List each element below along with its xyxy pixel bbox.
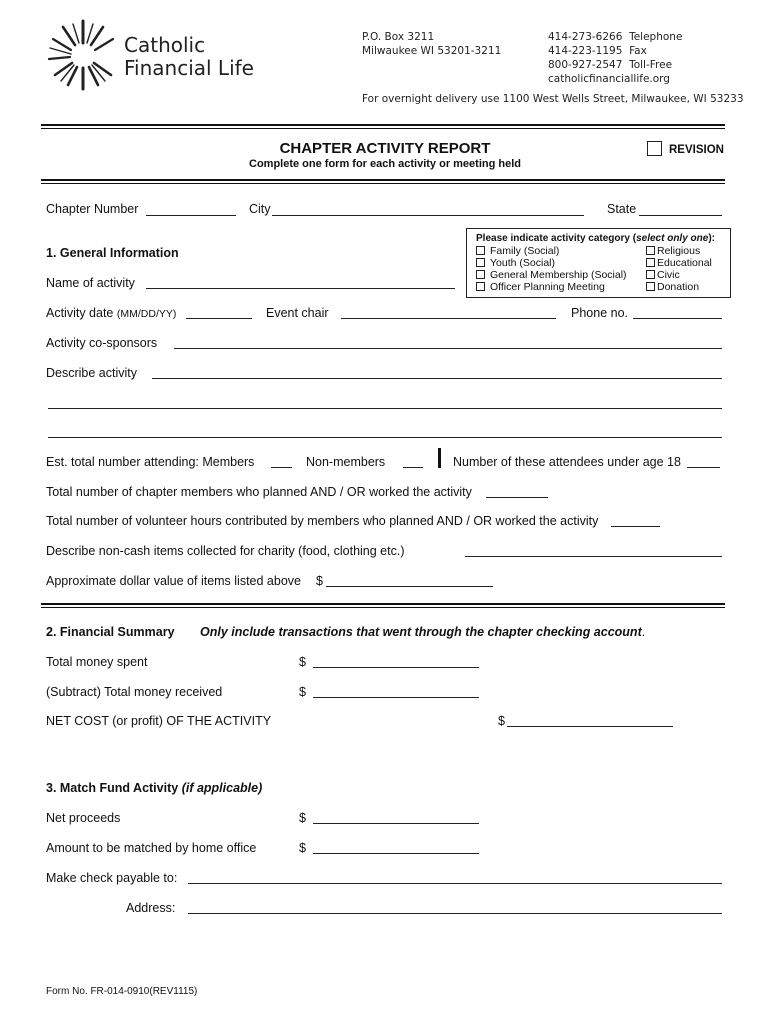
planned-members-field[interactable]: [486, 497, 548, 498]
mailing-address: [362, 30, 501, 58]
event-chair-label: Event chair: [266, 306, 329, 320]
dollar-value-label: Approximate dollar value of items listed above: [46, 574, 301, 588]
revision-checkbox[interactable]: [647, 141, 662, 156]
describe-activity-field-1[interactable]: [152, 378, 722, 379]
logo: [46, 18, 254, 96]
event-chair-field[interactable]: [341, 318, 556, 319]
state-label: State: [607, 202, 637, 216]
section-rule-thin: [41, 607, 725, 608]
checkbox-icon: [476, 282, 485, 291]
money-spent-field[interactable]: [313, 667, 479, 668]
website: catholicfinanciallife.org: [548, 73, 670, 85]
overnight-delivery-note: For overnight delivery use 1100 West Wells Street, Milwaukee, WI 53233: [362, 93, 744, 105]
activity-name-label: Name of activity: [46, 276, 135, 290]
category-option-youth[interactable]: Youth (Social): [476, 257, 627, 269]
cosponsors-label: Activity co-sponsors: [46, 336, 158, 350]
toll-free-number: 800-927-2547: [548, 59, 623, 71]
separator-bar: [438, 448, 441, 468]
checkbox-icon: [476, 258, 485, 267]
category-option-family[interactable]: Family (Social): [476, 245, 627, 257]
activity-category-box: [466, 228, 731, 298]
address-line2: Milwaukee WI 53201-3211: [362, 45, 502, 57]
category-option-educational[interactable]: Educational: [646, 257, 712, 269]
cosponsors-field[interactable]: [174, 348, 722, 349]
volunteer-hours-field[interactable]: [611, 526, 660, 527]
fax-number: 414-223-1195: [548, 45, 623, 57]
payable-to-field[interactable]: [188, 883, 722, 884]
noncash-items-label: Describe non-cash items collected for charity (food, clothing etc.): [46, 544, 405, 558]
money-received-field[interactable]: [313, 697, 479, 698]
checkbox-icon: [476, 270, 485, 279]
address-label: Address:: [126, 901, 176, 915]
noncash-items-field[interactable]: [465, 556, 722, 557]
net-proceeds-label: Net proceeds: [46, 811, 121, 825]
title-rule: [41, 179, 725, 181]
net-proceeds-field[interactable]: [313, 823, 479, 824]
financial-note: Only include transactions that went through the chapter checking account.: [200, 625, 646, 639]
logo-text-line1: Catholic: [124, 33, 206, 57]
under18-field[interactable]: [687, 467, 720, 468]
telephone-number: 414-273-6266: [548, 31, 623, 43]
activity-date-label: Activity date (MM/DD/YY): [46, 306, 177, 320]
state-field[interactable]: [639, 215, 722, 216]
volunteer-hours-label: Total number of volunteer hours contributed by members who planned AND / OR worked the activity: [46, 514, 599, 528]
planned-members-label: Total number of chapter members who planned AND / OR worked the activity: [46, 485, 472, 499]
describe-activity-field-3[interactable]: [48, 437, 722, 438]
describe-activity-field-2[interactable]: [48, 408, 722, 409]
attending-members-field[interactable]: [271, 467, 292, 468]
activity-date-field[interactable]: [186, 318, 252, 319]
title-rule-thin: [41, 183, 725, 184]
money-spent-label: Total money spent: [46, 655, 148, 669]
top-rule: [41, 124, 725, 126]
activity-name-field[interactable]: [146, 288, 455, 289]
net-cost-label: NET COST (or profit) OF THE ACTIVITY: [46, 714, 272, 728]
nonmembers-label: Non-members: [306, 455, 386, 469]
payable-to-label: Make check payable to:: [46, 871, 178, 885]
checkbox-icon: [476, 246, 485, 255]
category-option-religious[interactable]: Religious: [646, 245, 712, 257]
telephone-label: Telephone: [629, 31, 683, 43]
city-field[interactable]: [272, 215, 584, 216]
matched-amount-label: Amount to be matched by home office: [46, 841, 257, 855]
revision-label: REVISION: [669, 144, 724, 156]
form-subtitle: Complete one form for each activity or meeting held: [249, 158, 521, 170]
category-heading: Please indicate activity category (select only one):: [476, 233, 715, 244]
dollar-sign: $: [299, 841, 306, 855]
toll-free-label: Toll-Free: [629, 59, 673, 71]
financial-summary-heading: 2. Financial Summary: [46, 625, 175, 639]
checkbox-icon: [646, 270, 655, 279]
dollar-sign: $: [299, 685, 306, 699]
under18-label: Number of these attendees under age 18: [453, 455, 681, 469]
category-option-general-membership[interactable]: General Membership (Social): [476, 269, 627, 281]
starburst-logo-icon: [46, 18, 120, 92]
phone-label: Phone no.: [571, 306, 628, 320]
chapter-number-field[interactable]: [146, 215, 236, 216]
city-label: City: [249, 202, 271, 216]
net-cost-field[interactable]: [507, 726, 673, 727]
logo-text-line2: Financial Life: [124, 56, 254, 80]
dollar-value-field[interactable]: [326, 586, 493, 587]
checkbox-icon: [646, 282, 655, 291]
general-info-heading: 1. General Information: [46, 246, 179, 260]
phone-field[interactable]: [633, 318, 722, 319]
form-title: CHAPTER ACTIVITY REPORT: [279, 140, 491, 157]
category-option-civic[interactable]: Civic: [646, 269, 712, 281]
match-fund-heading: 3. Match Fund Activity (if applicable): [46, 781, 263, 795]
address-field[interactable]: [188, 913, 722, 914]
describe-activity-label: Describe activity: [46, 366, 137, 380]
top-rule-thin: [41, 128, 725, 129]
dollar-sign: $: [498, 714, 505, 728]
fax-label: Fax: [629, 45, 647, 57]
dollar-sign: $: [299, 811, 306, 825]
chapter-number-label: Chapter Number: [46, 202, 139, 216]
dollar-sign: $: [299, 655, 306, 669]
category-option-officer-planning[interactable]: Officer Planning Meeting: [476, 281, 627, 293]
dollar-sign: $: [316, 574, 323, 588]
section-rule: [41, 603, 725, 605]
attending-members-label: Est. total number attending: Members: [46, 455, 255, 469]
form-number: Form No. FR-014-0910(REV1115): [46, 986, 198, 997]
category-option-donation[interactable]: Donation: [646, 281, 712, 293]
nonmembers-field[interactable]: [403, 467, 423, 468]
checkbox-icon: [646, 246, 655, 255]
money-received-label: (Subtract) Total money received: [46, 685, 223, 699]
date-format-hint: (MM/DD/YY): [116, 308, 177, 320]
checkbox-icon: [646, 258, 655, 267]
address-line1: P.O. Box 3211: [362, 31, 435, 43]
contact-numbers: [548, 30, 682, 86]
matched-amount-field[interactable]: [313, 853, 479, 854]
